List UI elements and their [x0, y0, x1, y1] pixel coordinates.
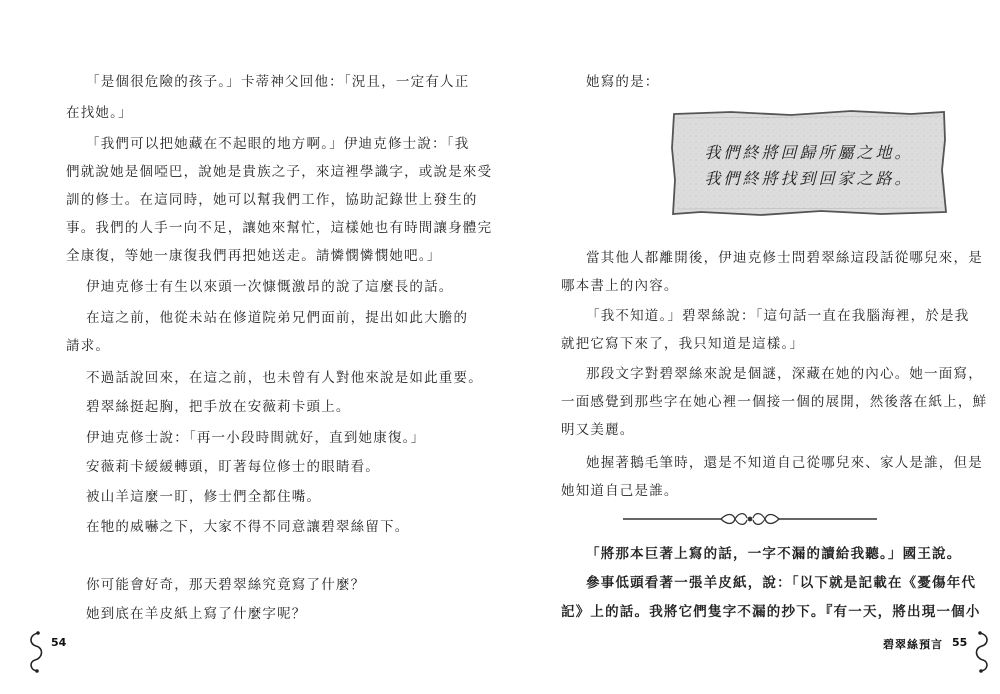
right-line-6: 一面感覺到那些字在她心裡一個接一個的展開，然後落在紙上，鮮 [561, 394, 988, 410]
right-page [500, 0, 1000, 694]
right-line-5: 那段文字對碧翠絲來說是個謎，深藏在她的內心。她一面寫， [586, 366, 983, 382]
parchment-line-2: 我們終將找到回家之路。 [704, 169, 914, 188]
parchment-note [671, 110, 947, 216]
flourish-left-icon [24, 630, 48, 674]
page-number-right: 55 [952, 636, 968, 649]
right-intro: 她寫的是： [586, 74, 660, 90]
left-line-1: 「是個很危險的孩子。」卡蒂神父回他：「況且，一定有人正 [86, 74, 470, 90]
left-line-14: 安薇莉卡緩緩轉頭，盯著每位修士的眼睛看。 [86, 459, 380, 475]
parchment-line-1: 我們終將回歸所屬之地。 [704, 143, 914, 162]
right-line-2: 哪本書上的內容。 [561, 278, 679, 294]
right-bold-line-1: 「將那本巨著上寫的話，一字不漏的讀給我聽。」國王說。 [586, 546, 962, 562]
right-line-4: 就把它寫下來了，我只知道是這樣。」 [561, 336, 805, 352]
left-line-15: 被山羊這麼一盯，修士們全都住嘴。 [86, 489, 322, 505]
left-line-9: 在這之前，他從未站在修道院弟兄們面前，提出如此大膽的 [86, 310, 469, 326]
left-line-13: 伊迪克修士說：「再一小段時間就好，直到她康復。」 [86, 430, 426, 446]
left-line-18: 她到底在羊皮紙上寫了什麼字呢？ [86, 606, 307, 622]
left-line-6: 事。我們的人手一向不足，讓她來幫忙，這樣她也有時間讓身體完 [66, 220, 493, 236]
left-line-3: 「我們可以把她藏在不起眼的地方啊。」伊迪克修士說：「我 [86, 136, 470, 152]
left-line-12: 碧翠絲挺起胸，把手放在安薇莉卡頭上。 [86, 399, 351, 415]
right-bold-line-2: 參事低頭看著一張羊皮紙，說：「以下就是記載在《憂傷年代 [586, 575, 977, 591]
left-line-10: 請求。 [66, 338, 111, 354]
left-line-2: 在找她。」 [66, 105, 133, 121]
section-divider-icon [623, 510, 877, 528]
flourish-right-icon [970, 630, 994, 674]
right-line-9: 她知道自己是誰。 [561, 483, 679, 499]
right-line-3: 「我不知道。」碧翠絲說：「這句話一直在我腦海裡，於是我 [586, 308, 970, 324]
right-bold-line-3: 記》上的話。我將它們隻字不漏的抄下。『有一天，將出現一個小 [561, 604, 981, 620]
left-line-16: 在牠的威嚇之下，大家不得不同意讓碧翠絲留下。 [86, 519, 410, 535]
left-line-17: 你可能會好奇，那天碧翠絲究竟寫了什麼？ [86, 577, 366, 593]
right-line-1: 當其他人都離開後，伊迪克修士問碧翠絲這段話從哪兒來，是 [586, 250, 983, 266]
right-line-8: 她握著鵝毛筆時，還是不知道自己從哪兒來、家人是誰，但是 [586, 455, 983, 471]
page-number-left: 54 [51, 636, 67, 649]
parchment-background-icon [671, 110, 947, 216]
right-line-7: 明又美麗。 [561, 422, 635, 438]
left-line-4: 們就說她是個啞巴，說她是貴族之子，來這裡學識字，或說是來受 [66, 164, 493, 180]
left-line-5: 訓的修士。在這同時，她可以幫我們工作，協助記錄世上發生的 [66, 192, 478, 208]
left-line-11: 不過話說回來，在這之前，也未曾有人對他來說是如此重要。 [86, 370, 483, 386]
left-line-7: 全康復，等她一康復我們再把她送走。請憐憫憐憫她吧。」 [66, 248, 442, 264]
left-line-8: 伊迪克修士有生以來頭一次慷慨激昂的說了這麼長的話。 [86, 279, 454, 295]
running-title: 碧翠絲預言 [883, 638, 943, 651]
